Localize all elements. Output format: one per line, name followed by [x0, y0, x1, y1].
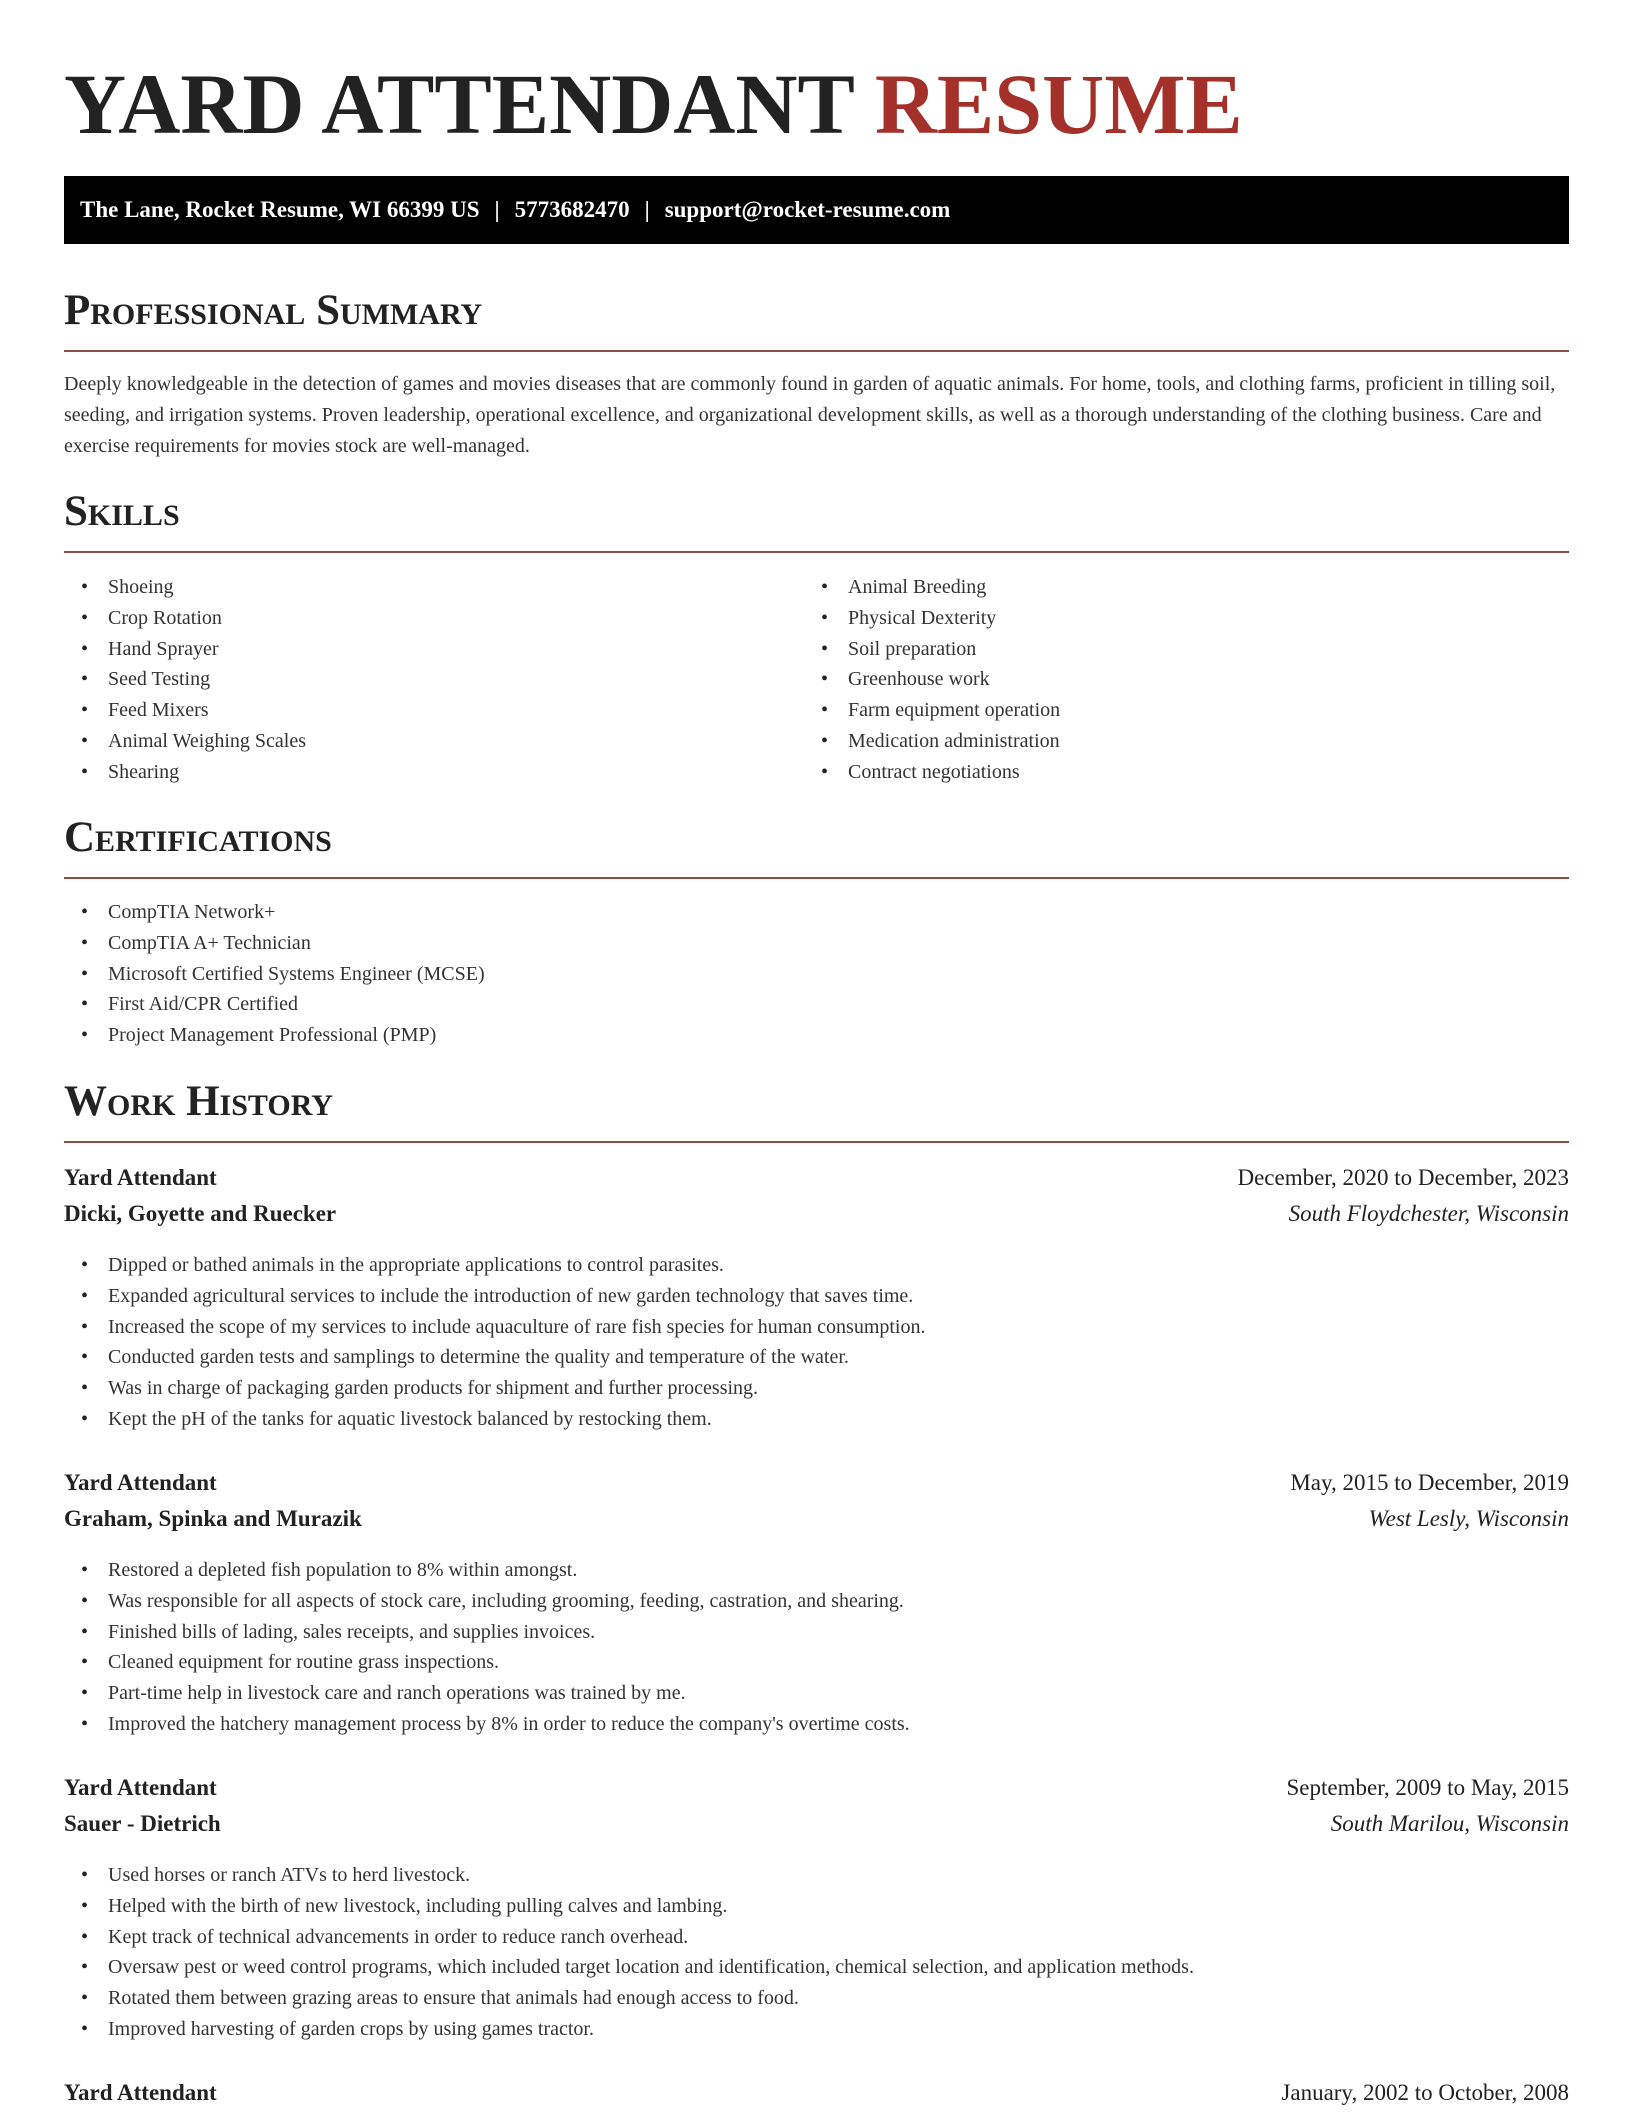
summary-text: Deeply knowledgeable in the detection of games and movies diseases that are commonly found in garden of aquatic animals. For home, tools, and clothing farms, proficient in tilling soil, seeding, and irrigation systems. Proven leadership, operational excellence, and organizational development skills, as well as a thorough understanding of the clothing business. Care and exercise requirements for movies stock are well-managed. — [64, 373, 1556, 457]
certification-item: • Project Management Professional (PMP) — [64, 1020, 485, 1051]
job-location: West Lesly, Wisconsin — [1368, 1506, 1569, 1531]
skill-item: • Crop Rotation — [64, 603, 306, 634]
job-dates: May, 2015 to December, 2019 — [1290, 1470, 1569, 1495]
contact-separator: | — [644, 197, 650, 222]
skill-item: • Contract negotiations — [804, 757, 1060, 788]
skill-item: • Animal Weighing Scales — [64, 726, 306, 757]
certification-item: • CompTIA Network+ — [64, 897, 485, 928]
section-heading-summary: Professional Summary — [64, 287, 483, 334]
contact-phone[interactable]: 5773682470 — [514, 197, 630, 222]
section-heading-skills: Skills — [64, 488, 180, 535]
job-dates: September, 2009 to May, 2015 — [1286, 1775, 1569, 1800]
section-divider — [64, 350, 1569, 352]
skill-item: • Seed Testing — [64, 664, 306, 695]
skill-item: • Shoeing — [64, 572, 306, 603]
job-company: Graham, Spinka and Murazik — [64, 1506, 362, 1531]
section-heading-work-history: Work History — [64, 1078, 333, 1125]
title-main: YARD ATTENDANT — [64, 56, 854, 152]
skill-item: • Shearing — [64, 757, 306, 788]
job-duty: • Rotated them between grazing areas to ensure that animals had enough access to food. — [64, 1983, 1194, 2014]
job-duty: • Improved harvesting of garden crops by using games tractor. — [64, 2014, 1194, 2045]
resume-title — [64, 56, 1243, 152]
skill-item: • Farm equipment operation — [804, 695, 1060, 726]
section-heading-certifications: Certifications — [64, 814, 332, 861]
skills-list-right — [804, 572, 1060, 788]
title-accent: RESUME — [874, 56, 1243, 152]
job-duty: • Restored a depleted fish population to 8% within amongst. — [64, 1555, 910, 1586]
job-company: Dicki, Goyette and Ruecker — [64, 1201, 337, 1226]
job-dates: January, 2002 to October, 2008 — [1281, 2080, 1569, 2105]
section-divider — [64, 551, 1569, 553]
job-duty: • Part-time help in livestock care and ranch operations was trained by me. — [64, 1678, 910, 1709]
job-duties-list — [64, 1250, 926, 1435]
job-duty: • Finished bills of lading, sales receipts, and supplies invoices. — [64, 1617, 910, 1648]
job-location: South Floydchester, Wisconsin — [1288, 1201, 1569, 1226]
job-duties-list — [64, 1860, 1194, 2045]
certification-item: • First Aid/CPR Certified — [64, 989, 485, 1020]
job-duty: • Oversaw pest or weed control programs, which included target location and identification, chemical selection, and application methods. — [64, 1952, 1194, 1983]
job-duty: • Improved the hatchery management process by 8% in order to reduce the company's overtime costs. — [64, 1709, 910, 1740]
skill-item: • Medication administration — [804, 726, 1060, 757]
contact-separator: | — [494, 197, 500, 222]
contact-bar — [64, 176, 1569, 244]
job-location: South Marilou, Wisconsin — [1330, 1811, 1569, 1836]
job-duty: • Used horses or ranch ATVs to herd livestock. — [64, 1860, 1194, 1891]
skill-item: • Feed Mixers — [64, 695, 306, 726]
certification-item: • Microsoft Certified Systems Engineer (MCSE) — [64, 959, 485, 990]
certification-item: • CompTIA A+ Technician — [64, 928, 485, 959]
job-duty: • Kept track of technical advancements in order to reduce ranch overhead. — [64, 1922, 1194, 1953]
job-duty: • Was responsible for all aspects of stock care, including grooming, feeding, castration, and shearing. — [64, 1586, 910, 1617]
skill-item: • Physical Dexterity — [804, 603, 1060, 634]
job-duty: • Increased the scope of my services to include aquaculture of rare fish species for human consumption. — [64, 1312, 926, 1343]
skills-list-left — [64, 572, 306, 788]
job-duty: • Was in charge of packaging garden products for shipment and further processing. — [64, 1373, 926, 1404]
job-title: Yard Attendant — [64, 2080, 217, 2105]
skill-item: • Greenhouse work — [804, 664, 1060, 695]
job-duty: • Helped with the birth of new livestock, including pulling calves and lambing. — [64, 1891, 1194, 1922]
job-duty: • Kept the pH of the tanks for aquatic livestock balanced by restocking them. — [64, 1404, 926, 1435]
job-duty: • Cleaned equipment for routine grass inspections. — [64, 1647, 910, 1678]
contact-email[interactable]: support@rocket-resume.com — [664, 197, 951, 222]
skill-item: • Animal Breeding — [804, 572, 1060, 603]
contact-address: The Lane, Rocket Resume, WI 66399 US — [80, 197, 480, 222]
job-title: Yard Attendant — [64, 1775, 217, 1800]
job-duties-list — [64, 1555, 910, 1740]
certifications-list — [64, 897, 485, 1051]
skill-item: • Hand Sprayer — [64, 634, 306, 665]
section-divider — [64, 877, 1569, 879]
skill-item: • Soil preparation — [804, 634, 1060, 665]
job-duty: • Expanded agricultural services to include the introduction of new garden technology that saves time. — [64, 1281, 926, 1312]
job-dates: December, 2020 to December, 2023 — [1237, 1165, 1569, 1190]
job-title: Yard Attendant — [64, 1165, 217, 1190]
section-divider — [64, 1141, 1569, 1143]
job-duty: • Conducted garden tests and samplings to determine the quality and temperature of the water. — [64, 1342, 926, 1373]
job-company: Sauer - Dietrich — [64, 1811, 221, 1836]
job-title: Yard Attendant — [64, 1470, 217, 1495]
job-duty: • Dipped or bathed animals in the appropriate applications to control parasites. — [64, 1250, 926, 1281]
